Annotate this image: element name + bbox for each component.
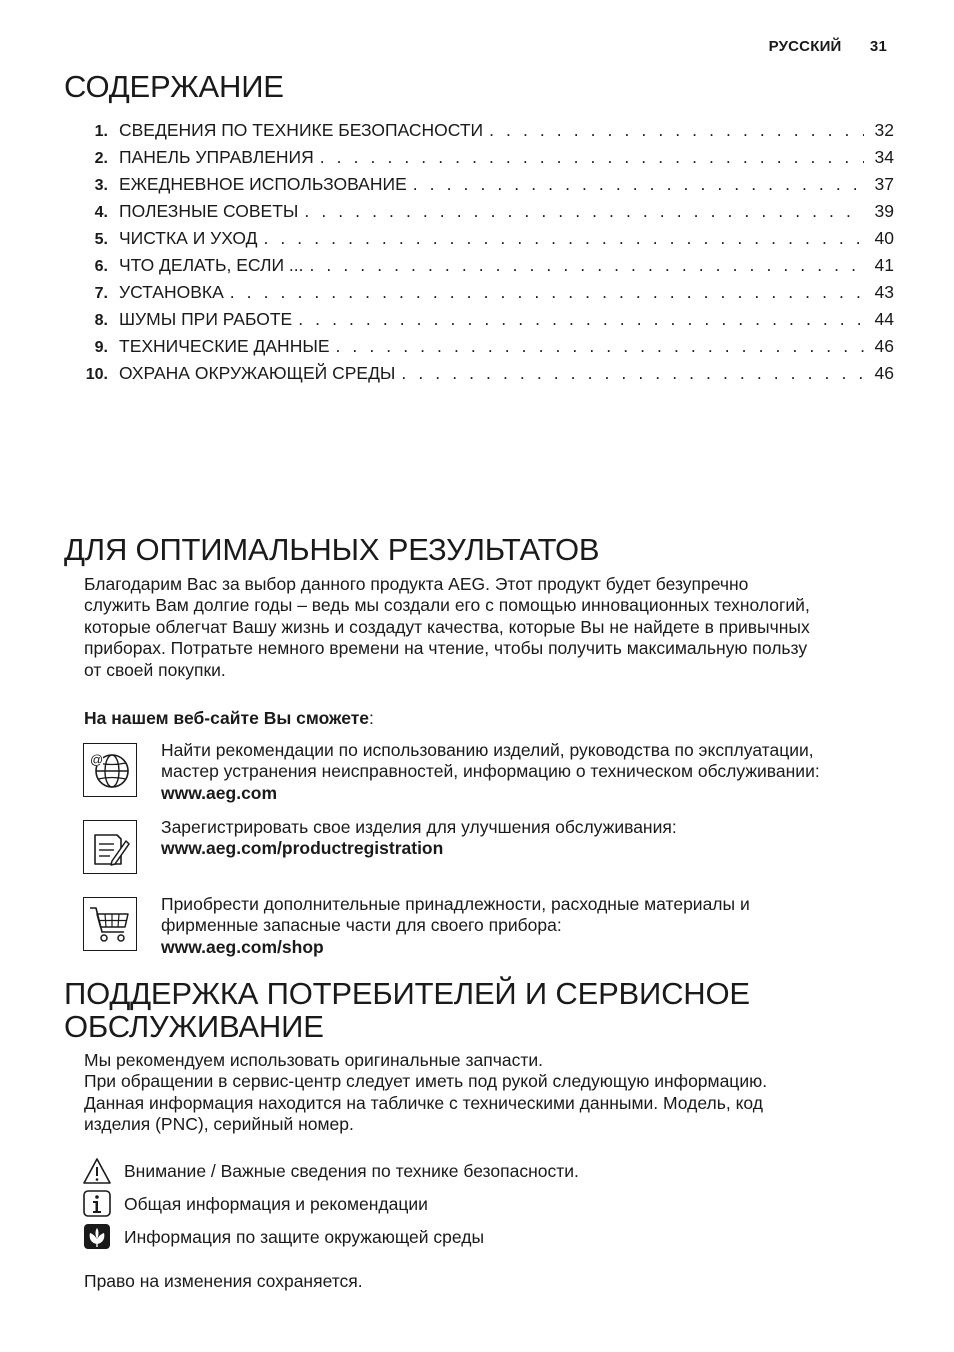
toc-entry[interactable] — [82, 228, 894, 255]
toc-entry-page: 46 — [874, 336, 894, 356]
toc-entry-number: 7. — [94, 285, 108, 302]
website-label-text: На нашем веб-сайте Вы сможете — [84, 708, 370, 728]
legend-text: Внимание / Важные сведения по технике безопасности. — [124, 1161, 579, 1181]
toc-entry-number: 9. — [94, 339, 108, 356]
toc-entry-number: 8. — [94, 312, 108, 329]
toc-entry-page: 43 — [874, 282, 894, 302]
website-item-text — [161, 817, 903, 860]
toc-entry-page: 41 — [874, 255, 894, 275]
footer-note: Право на изменения сохраняется. — [84, 1271, 363, 1291]
toc-entry-number: 3. — [94, 177, 108, 194]
page-header — [769, 38, 887, 55]
toc-entry-title: УСТАНОВКА — [119, 282, 224, 302]
text-line: от своей покупки. — [84, 659, 226, 680]
toc-leader-dots — [401, 363, 864, 384]
toc-leader-dots — [336, 336, 865, 357]
toc-entry-title: ШУМЫ ПРИ РАБОТЕ — [119, 309, 293, 329]
environment-icon — [82, 1223, 112, 1251]
toc-leader-dots — [320, 147, 864, 168]
registration-icon — [83, 820, 137, 874]
toc-entry-page: 34 — [874, 147, 894, 167]
text-line: изделия (PNC), серийный номер. — [84, 1114, 354, 1135]
text-line: фирменные запасные части для своего прибора: — [161, 915, 562, 936]
legend-text: Общая информация и рекомендации — [124, 1194, 428, 1214]
toc-entry-title: ПАНЕЛЬ УПРАВЛЕНИЯ — [119, 147, 314, 167]
website-label — [84, 708, 904, 729]
text-line: служить Вам долгие годы – ведь мы создали его с помощью инновационных технологий, — [84, 595, 810, 616]
toc-entry-number: 10. — [85, 366, 108, 383]
toc-entry-number: 1. — [94, 123, 108, 140]
toc-entry[interactable] — [82, 147, 894, 174]
support-title — [64, 977, 750, 1043]
toc-entry-page: 32 — [874, 120, 894, 140]
header-page-number: 31 — [869, 38, 887, 55]
toc-entry-number: 5. — [94, 231, 108, 248]
toc-entry-title: ЧТО ДЕЛАТЬ, ЕСЛИ ... — [119, 255, 304, 275]
text-line: Зарегистрировать свое изделия для улучшения обслуживания: — [161, 817, 677, 837]
toc-entry[interactable] — [82, 174, 894, 201]
toc-entry-page: 40 — [874, 228, 894, 248]
toc-entry-number: 4. — [94, 204, 108, 221]
website-link-registration[interactable]: www.aeg.com/productregistration — [161, 838, 444, 859]
text-line: Благодарим Вас за выбор данного продукта AEG. Этот продукт будет безупречно — [84, 574, 749, 594]
toc-entry[interactable] — [82, 336, 894, 363]
website-link-aeg[interactable]: www.aeg.com — [161, 782, 278, 803]
toc-entry-title: СВЕДЕНИЯ ПО ТЕХНИКЕ БЕЗОПАСНОСТИ — [119, 120, 484, 140]
text-line: которые облегчат Вашу жизнь и создадут качества, которые Вы не найдете в привычных — [84, 616, 810, 637]
website-item-text — [161, 740, 903, 804]
toc-entry-page: 44 — [874, 309, 894, 329]
toc-leader-dots — [230, 282, 864, 303]
shopping-cart-icon — [83, 897, 137, 951]
text-line: Мы рекомендуем использовать оригинальные запчасти. — [84, 1050, 544, 1070]
toc-entry[interactable] — [82, 363, 894, 390]
website-label-colon: : — [369, 708, 374, 728]
optimal-results-title: ДЛЯ ОПТИМАЛЬНЫХ РЕЗУЛЬТАТОВ — [64, 532, 600, 567]
warning-icon — [82, 1157, 112, 1185]
toc-entry-page: 39 — [874, 201, 894, 221]
toc-entry-number: 6. — [94, 258, 108, 275]
header-language: РУССКИЙ — [768, 38, 842, 55]
table-of-contents — [82, 120, 894, 390]
toc-entry-title: ЧИСТКА И УХОД — [119, 228, 258, 248]
toc-leader-dots — [413, 174, 864, 195]
toc-entry-page: 37 — [874, 174, 894, 194]
text-line: Найти рекомендации по использованию изделий, руководства по эксплуатации, — [161, 740, 814, 760]
toc-leader-dots — [489, 120, 864, 141]
toc-entry-title: ОХРАНА ОКРУЖАЮЩЕЙ СРЕДЫ — [119, 363, 396, 383]
website-item-text — [161, 894, 903, 958]
text-line: При обращении в сервис-центр следует иметь под рукой следующую информацию. — [84, 1071, 768, 1092]
toc-leader-dots — [304, 201, 864, 222]
support-title-line: ПОДДЕРЖКА ПОТРЕБИТЕЛЕЙ И СЕРВИСНОЕ — [64, 976, 750, 1011]
toc-entry[interactable] — [82, 255, 894, 282]
toc-entry-title: ЕЖЕДНЕВНОЕ ИСПОЛЬЗОВАНИЕ — [119, 174, 407, 194]
toc-entry[interactable] — [82, 120, 894, 147]
toc-entry-title: ТЕХНИЧЕСКИЕ ДАННЫЕ — [119, 336, 330, 356]
website-link-shop[interactable]: www.aeg.com/shop — [161, 936, 324, 957]
toc-entry-title: ПОЛЕЗНЫЕ СОВЕТЫ — [119, 201, 299, 221]
text-line: Приобрести дополнительные принадлежности, расходные материалы и — [161, 894, 750, 914]
svg-text:@: @ — [90, 752, 104, 767]
toc-leader-dots — [310, 255, 865, 276]
toc-title: СОДЕРЖАНИЕ — [64, 69, 284, 104]
toc-entry-number: 2. — [94, 150, 108, 167]
legend-text: Информация по защите окружающей среды — [124, 1227, 485, 1247]
optimal-results-text — [84, 574, 904, 681]
support-title-line: ОБСЛУЖИВАНИЕ — [64, 1009, 324, 1044]
toc-leader-dots — [298, 309, 864, 330]
toc-leader-dots — [263, 228, 864, 249]
info-icon — [82, 1190, 112, 1218]
text-line: мастер устранения неисправностей, информацию о техническом обслуживании: — [161, 761, 820, 782]
toc-entry[interactable] — [82, 201, 894, 228]
text-line: приборах. Потратьте немного времени на чтение, чтобы получить максимальную пользу — [84, 638, 808, 659]
toc-entry[interactable] — [82, 309, 894, 336]
text-line: Данная информация находится на табличке с техническими данными. Модель, код — [84, 1092, 763, 1113]
toc-entry-page: 46 — [874, 363, 894, 383]
toc-entry[interactable] — [82, 282, 894, 309]
globe-icon — [83, 743, 137, 797]
support-text — [84, 1050, 904, 1136]
